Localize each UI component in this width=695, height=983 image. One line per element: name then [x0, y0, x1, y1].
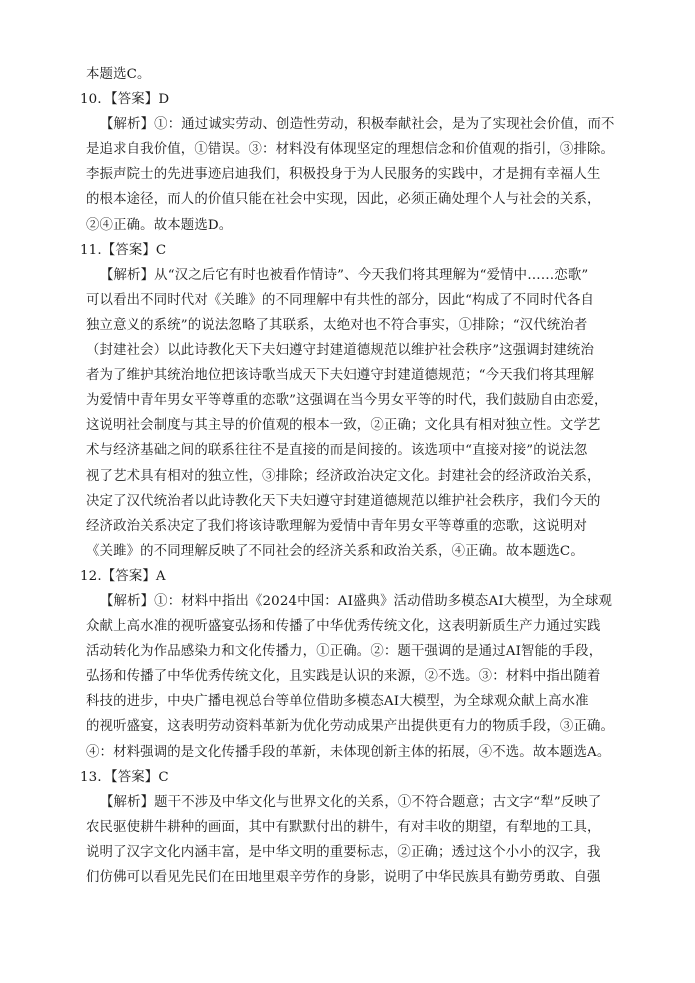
- text-line: 们仿佛可以看见先民们在田地里艰辛劳作的身影，说明了中华民族具有勤劳勇敢、自强: [86, 870, 601, 885]
- text-line: 弘扬和传播了中华优秀传统文化，且实践是认识的来源，②不选。③：材料中指出随着: [86, 669, 601, 685]
- text-line: 者为了维护其统治地位把该诗歌当成天下夫妇遵守封建道德规范；“今天我们将其理解: [86, 368, 594, 384]
- text-line: 是追求自我价值，①错误。③：材料没有体现坚定的理想信念和价值观的指引，③排除。: [86, 142, 615, 158]
- answer-heading: 12.【答案】A: [80, 568, 166, 584]
- answer-heading: 13．【答案】C: [80, 769, 169, 785]
- text-line: 这说明社会制度与其主导的价值观的根本一致，②正确；文化具有相对独立性。文学艺: [86, 418, 601, 434]
- text-line: 术与经济基础之间的联系往往不是直接的而是间接的。该选项中“直接对接”的说法忽: [86, 443, 588, 459]
- text-line: 活动转化为作品感染力和文化传播力，①正确。②：题干强调的是通过AI智能的手段，: [86, 644, 603, 660]
- answer-heading: 11.【答案】C: [80, 242, 167, 258]
- text-line: 本题选C。: [86, 67, 151, 82]
- answer-heading: 10．【答案】D: [80, 92, 170, 108]
- text-line: 《关雎》的不同理解反映了不同社会的经济关系和政治关系，④正确。故本题选C。: [86, 543, 584, 559]
- text-line: 李振声院士的先进事迹启迪我们，积极投身于为人民服务的实践中，才是拥有幸福人生: [86, 167, 601, 183]
- analysis-first-line: 【解析】从“汉之后它有时也被看作情诗”、今天我们将其理解为“爱情中……恋歌”: [100, 267, 589, 283]
- text-line: 为爱情中青年男女平等尊重的恋歌”这强调在当今男女平等的时代，我们鼓励自由恋爱，: [86, 393, 608, 409]
- text-line: 的根本途径，而人的价值只能在社会中实现，因此，必须正确处理个人与社会的关系，: [86, 192, 601, 208]
- text-line: 众献上高水准的视听盛宴弘扬和传播了中华优秀传统文化，这表明新质生产力通过实践: [86, 619, 601, 635]
- text-line: 科技的进步，中央广播电视总台等单位借助多模态AI大模型，为全球观众献上高水准: [86, 694, 589, 710]
- text-line: 视了艺术具有相对的独立性，③排除；经济政治决定文化。封建社会的经济政治关系，: [86, 468, 601, 484]
- text-line: 决定了汉代统治者以此诗教化天下夫妇遵守封建道德规范以维护社会秩序，我们今天的: [86, 493, 601, 509]
- text-line: ②④正确。故本题选D。: [86, 217, 233, 233]
- analysis-first-line: 【解析】①：通过诚实劳动、创造性劳动，积极奉献社会，是为了实现社会价值，而不: [100, 117, 615, 133]
- text-line: 经济政治关系决定了我们将该诗歌理解为爱情中青年男女平等尊重的恋歌，这说明对: [86, 518, 588, 534]
- text-line: 的视听盛宴，这表明劳动资料革新为优化劳动成果产出提供更有力的物质手段，③正确。: [86, 719, 615, 735]
- text-line: ④：材料强调的是文化传播手段的革新，未体现创新主体的拓展，④不选。故本题选A。: [86, 744, 611, 760]
- text-line: 可以看出不同时代对《关雎》的不同理解中有共性的部分，因此“构成了不同时代各自: [86, 292, 594, 308]
- text-line: 说明了汉字文化内涵丰富，是中华文明的重要标志，②正确；透过这个小小的汉字，我: [86, 844, 601, 860]
- text-line: 独立意义的系统”的说法忽略了其联系，太绝对也不符合事实，①排除；“汉代统治者: [86, 317, 588, 333]
- text-line: 农民驱使耕牛耕种的画面，其中有默默付出的耕牛，有对丰收的期望，有犁地的工具，: [86, 819, 601, 835]
- text-line: （封建社会）以此诗教化天下夫妇遵守封建道德规范以维护社会秩序”这强调封建统治: [86, 343, 594, 359]
- analysis-first-line: 【解析】①：材料中指出《2024中国：AI盛典》活动借助多模态AI大模型，为全球观: [100, 593, 613, 609]
- answer-explanations: [80, 62, 648, 890]
- analysis-first-line: 【解析】题干不涉及中华文化与世界文化的关系，①不符合题意；古文字“犁”反映了: [100, 794, 602, 810]
